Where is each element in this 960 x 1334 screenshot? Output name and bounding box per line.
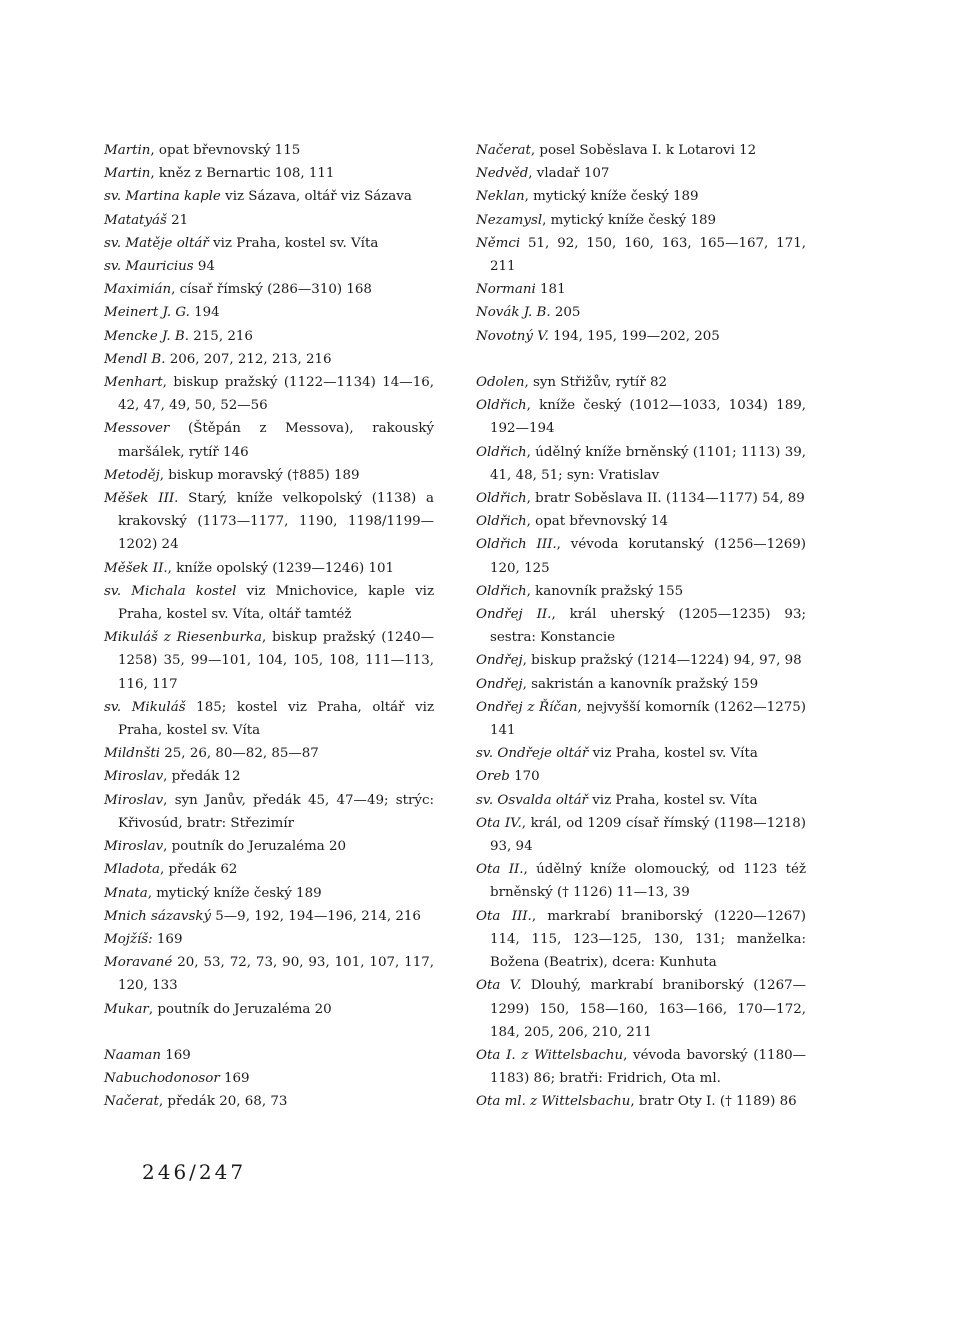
index-entry <box>476 1090 806 1113</box>
entry-name: Mencke J. B. <box>104 328 189 344</box>
index-entry <box>104 139 434 162</box>
entry-text: , opat břevnovský 14 <box>526 514 668 530</box>
entry-text: , císař římský (286—310) 168 <box>171 282 372 298</box>
index-entry <box>476 325 806 348</box>
entry-text: , kníže český (1012—1033, 1034) 189, 192—194 <box>490 398 806 437</box>
entry-name: Neklan <box>476 189 525 205</box>
entry-text: , sakristán a kanovník pražský 159 <box>522 676 759 692</box>
index-entry <box>476 789 806 812</box>
entry-text: viz Praha, kostel sv. Víta <box>588 746 758 762</box>
index-entry <box>476 371 806 394</box>
entry-name: Novotný V. <box>476 328 549 344</box>
entry-name: Moravané <box>104 955 173 971</box>
entry-text: , mytický kníže český 189 <box>542 212 717 228</box>
index-entry <box>476 603 806 649</box>
entry-name: Měšek III. <box>104 491 179 507</box>
entry-text: 21 <box>166 212 189 228</box>
entry-name: Naaman <box>104 1047 161 1063</box>
entry-text: , předák 12 <box>163 769 241 785</box>
index-entry <box>476 139 806 162</box>
entry-text: , bratr Oty I. († 1189) 86 <box>630 1094 797 1110</box>
index-entry <box>476 580 806 603</box>
entry-text: , údělný kníže olomoucký, od 1123 též brněnský († 1126) 11—13, 39 <box>490 862 806 901</box>
index-entry <box>104 557 434 580</box>
entry-name: Miroslav <box>104 769 164 785</box>
entry-text: 169 <box>161 1047 191 1063</box>
entry-text: viz Mnichovice, kaple viz Praha, kostel sv. Víta, oltář tamtéž <box>118 583 434 623</box>
entry-name: Mladota <box>104 862 160 878</box>
entry-name: sv. Mikuláš <box>104 699 186 715</box>
entry-text: Starý, kníže velkopolský (1138) a krakovský (1173—1177, 1190, 1198/1199—1202) 24 <box>118 491 434 553</box>
index-entry <box>476 765 806 788</box>
entry-text: 169 <box>219 1071 250 1087</box>
index-entry <box>104 905 434 928</box>
entry-text: , mytický kníže český 189 <box>147 885 322 901</box>
entry-name: Ota IV. <box>476 815 522 831</box>
index-entry <box>104 998 434 1021</box>
index-entry <box>104 162 434 185</box>
left-index-column <box>104 139 434 1114</box>
index-entry <box>476 812 806 858</box>
index-entry <box>476 185 806 208</box>
entry-name: Nedvěd <box>476 166 529 182</box>
entry-name: Oldřich <box>476 583 527 599</box>
index-entry <box>476 510 806 533</box>
entry-name: Ondřej z Říčan <box>476 699 578 715</box>
entry-name: Oldřich <box>476 398 527 414</box>
index-entry <box>476 487 806 510</box>
entry-text: , opat břevnovský 115 <box>150 143 301 158</box>
index-entry <box>476 974 806 1044</box>
entry-text: , údělný kníže brněnský (1101; 1113) 39, 41, 48, 51; syn: Vratislav <box>490 444 806 483</box>
index-entry <box>104 278 434 301</box>
entry-name: Menhart <box>104 375 163 391</box>
entry-text: (Štěpán z Messova), rakouský maršálek, rytíř 146 <box>118 421 434 460</box>
entry-text: , poutník do Jeruzaléma 20 <box>163 839 347 855</box>
entry-name: Meinert J. G. <box>104 305 190 321</box>
entry-name: Mendl B. <box>104 351 166 367</box>
entry-text: , biskup moravský (†885) 189 <box>159 467 360 483</box>
entry-text: , syn Střižův, rytíř 82 <box>524 375 668 391</box>
entry-text: , syn Janův, předák 45, 47—49; strýc: Křivosúd, bratr: Střezimír <box>118 792 434 831</box>
entry-text: 205 <box>550 305 581 321</box>
index-entry <box>104 835 434 858</box>
entry-text: 206, 207, 212, 213, 216 <box>165 351 332 367</box>
entry-name: Martin <box>104 143 151 158</box>
entry-text: , vévoda bavorský (1180—1183) 86; bratři: Fridrich, Ota ml. <box>490 1047 807 1087</box>
entry-name: Ota V. <box>476 978 522 994</box>
entry-name: Ota II. <box>476 862 524 878</box>
entry-text: , kníže opolský (1239—1246) 101 <box>167 560 395 576</box>
entry-text: , mytický kníže český 189 <box>524 189 699 205</box>
entry-name: Oreb <box>476 769 510 785</box>
index-entry <box>104 742 434 765</box>
entry-text: viz Sázava, oltář viz Sázava <box>220 189 412 205</box>
entry-text: 181 <box>535 282 566 298</box>
index-entry <box>476 162 806 185</box>
entry-name: Měšek II. <box>104 560 168 576</box>
entry-name: Martin <box>104 166 151 182</box>
entry-name: Oldřich <box>476 491 527 507</box>
entry-name: sv. Michala kostel <box>104 583 237 599</box>
entry-text: 169 <box>152 931 183 947</box>
entry-name: Oldřich <box>476 444 527 460</box>
entry-text: , poutník do Jeruzaléma 20 <box>148 1001 332 1017</box>
entry-text: , kněz z Bernartic 108, 111 <box>150 166 335 182</box>
entry-text: , biskup pražský (1240—1258) 35, 99—101, 104, 105, 108, 111—113, 116, 117 <box>118 630 434 692</box>
entry-text: viz Praha, kostel sv. Víta <box>587 792 758 808</box>
index-entry <box>104 464 434 487</box>
entry-name: Messover <box>104 421 170 437</box>
entry-name: Mikuláš z Riesenburka <box>104 630 262 646</box>
entry-text: , posel Soběslava I. k Lotarovi 12 <box>530 143 757 158</box>
entry-text: 20, 53, 72, 73, 90, 93, 101, 107, 117, 120, 133 <box>118 955 434 994</box>
index-entry <box>476 232 806 278</box>
entry-name: Načerat <box>476 143 531 158</box>
entry-text: , předák 20, 68, 73 <box>158 1094 288 1110</box>
index-entry <box>104 255 434 278</box>
entry-text: 170 <box>509 769 540 785</box>
index-entry <box>476 905 806 975</box>
entry-name: sv. Osvalda oltář <box>476 792 588 808</box>
entry-name: Odolen <box>476 375 525 391</box>
index-entry <box>104 371 434 417</box>
index-entry <box>476 696 806 742</box>
entry-name: Maximián <box>104 282 172 298</box>
entry-text: , biskup pražský (1122—1134) 14—16, 42, 47, 49, 50, 52—56 <box>118 375 434 414</box>
entry-text: viz Praha, kostel sv. Víta <box>208 235 379 251</box>
index-entry <box>104 185 434 208</box>
entry-text: , král uherský (1205—1235) 93; sestra: Konstancie <box>490 607 806 646</box>
entry-text: , biskup pražský (1214—1224) 94, 97, 98 <box>522 653 802 669</box>
entry-text: , král, od 1209 císař římský (1198—1218) 93, 94 <box>490 815 806 855</box>
entry-text: , nejvyšší komorník (1262—1275) 141 <box>490 699 806 739</box>
page-number: 246/247 <box>142 1160 247 1184</box>
entry-name: Oldřich <box>476 514 527 530</box>
entry-name: Mildnšti <box>104 746 161 762</box>
index-entry <box>476 742 806 765</box>
index-entry <box>104 1067 434 1090</box>
index-entry <box>476 673 806 696</box>
index-entry <box>476 533 806 579</box>
entry-name: Mnata <box>104 885 148 901</box>
entry-name: Ota III. <box>476 908 532 924</box>
index-entry <box>476 301 806 324</box>
entry-text: 5—9, 192, 194—196, 214, 216 <box>211 908 421 924</box>
entry-text: 215, 216 <box>189 328 253 344</box>
entry-text: , bratr Soběslava II. (1134—1177) 54, 89 <box>526 491 805 507</box>
index-entry <box>104 951 434 997</box>
entry-text: 194 <box>189 305 220 321</box>
index-entry <box>476 394 806 440</box>
index-entry <box>104 765 434 788</box>
entry-text: 25, 26, 80—82, 85—87 <box>160 746 319 762</box>
entry-name: Ondřej <box>476 676 523 692</box>
entry-name: Němci <box>476 235 521 251</box>
entry-name: Ondřej II. <box>476 607 552 623</box>
index-entry <box>476 441 806 487</box>
index-entry <box>104 348 434 371</box>
index-entry <box>476 858 806 904</box>
index-entry <box>476 278 806 301</box>
entry-text: , vladař 107 <box>528 166 610 182</box>
entry-name: Matatyáš <box>104 212 167 228</box>
entry-text: 194, 195, 199—202, 205 <box>548 328 720 344</box>
index-entry <box>476 649 806 672</box>
index-entry <box>104 232 434 255</box>
entry-name: Ota I. z Wittelsbachu <box>476 1047 624 1063</box>
entry-name: Ota ml. z Wittelsbachu <box>476 1094 631 1110</box>
entry-name: Miroslav <box>104 839 164 855</box>
index-entry <box>104 626 434 696</box>
index-entry <box>104 882 434 905</box>
index-entry <box>476 1044 806 1090</box>
entry-name: sv. Martina kaple <box>104 189 221 205</box>
entry-text: 51, 92, 150, 160, 163, 165—167, 171, 211 <box>490 235 806 275</box>
index-entry <box>104 789 434 835</box>
index-entry <box>104 1044 434 1067</box>
entry-text: Dlouhý, markrabí braniborský (1267—1299) 150, 158—160, 163—166, 170—172, 184, 205, 206, 210, 211 <box>490 978 806 1040</box>
entry-name: Mojžíš: <box>104 931 153 947</box>
entry-name: Načerat <box>104 1094 159 1110</box>
index-entry <box>104 487 434 557</box>
index-entry <box>104 417 434 463</box>
entry-name: sv. Matěje oltář <box>104 235 209 251</box>
entry-name: Novák J. B. <box>476 305 551 321</box>
entry-name: sv. Mauricius <box>104 259 194 275</box>
entry-text: , markrabí braniborský (1220—1267) 114, 115, 123—125, 130, 131; manželka: Božena (Beatrix), dcera: Kunhuta <box>490 908 807 971</box>
index-entry <box>476 209 806 232</box>
index-entry <box>104 301 434 324</box>
entry-text: 94 <box>193 259 215 275</box>
index-entry <box>104 858 434 881</box>
entry-name: Mnich sázavský <box>104 908 212 924</box>
entry-name: Nabuchodonosor <box>104 1071 220 1087</box>
index-entry <box>104 928 434 951</box>
index-entry <box>104 209 434 232</box>
entry-name: Miroslav <box>104 792 164 808</box>
entry-text: 185; kostel viz Praha, oltář viz Praha, kostel sv. Víta <box>118 699 435 739</box>
entry-text: , předák 62 <box>159 862 238 878</box>
index-entry <box>104 696 434 742</box>
entry-name: Ondřej <box>476 653 523 669</box>
entry-name: sv. Ondřeje oltář <box>476 746 589 762</box>
index-entry <box>104 580 434 626</box>
entry-name: Normani <box>476 282 536 298</box>
entry-name: Nezamysl <box>476 212 543 228</box>
index-entry <box>104 1090 434 1113</box>
entry-text: , kanovník pražský 155 <box>526 583 684 599</box>
entry-name: Oldřich III. <box>476 537 557 553</box>
index-entry <box>104 325 434 348</box>
entry-name: Mukar <box>104 1001 149 1017</box>
entry-name: Metoděj <box>104 467 160 483</box>
right-index-column <box>476 139 806 1114</box>
entry-text: , vévoda korutanský (1256—1269) 120, 125 <box>490 537 806 576</box>
